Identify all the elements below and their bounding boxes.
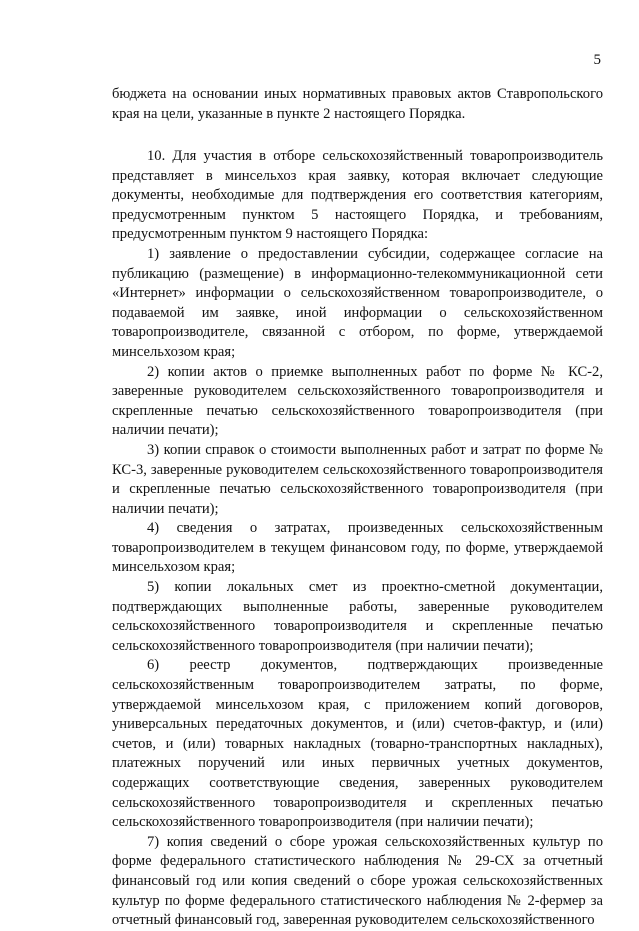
list-item-4: 4) сведения о затратах, произведенных сельскохозяйственным товаропроизводителем в текущем финансовом году, по форме, утверждаемой минсельхозом края; (112, 520, 603, 576)
list-item-6: 6) реестр документов, подтверждающих произведенные сельскохозяйственным товаропроизводителем затраты, по форме, утверждаемой минсельхозом края, с приложением копий договоров, универсальных передаточных документов, и (или) счетов-фактур, и (или) счетов, и (или) товарных накладных (товарно-транспортных накладных), платежных поручений или иных первичных учетных документов, содержащих соответствующие сведения, заверенных руководителем сельскохозяйственного товаропроизводителя и скрепленных печатью сельскохозяйственного товаропроизводителя (при наличии печати); (112, 657, 603, 831)
list-item-3: 3) копии справок о стоимости выполненных работ и затрат по форме № КС-3, заверенные руководителем сельскохозяйственного товаропроизводителя и скрепленные печатью сельскохозяйственного товаропроизводителя (при наличии печати); (112, 441, 603, 517)
list-item-2: 2) копии актов о приемке выполненных работ по форме № КС-2, заверенные руководителем сельскохозяйственного товаропроизводителя и скрепленные печатью сельскохозяйственного товаропроизводителя (при наличии печати); (112, 363, 603, 439)
section-10 (112, 147, 603, 931)
list-item-5: 5) копии локальных смет из проектно-сметной документации, подтверждающих выполненные работы, заверенные руководителем сельскохозяйственного товаропроизводителя и скрепленные печатью сельскохозяйственного товаропроизводителя (при наличии печати); (112, 579, 603, 654)
page-number: 5 (593, 52, 601, 68)
section-10-lead: 10. Для участия в отборе сельскохозяйственный товаропроизводитель представляет в минсельхоз края заявку, которая включает следующие документы, необходимые для подтверждения его соответствия категориям, предусмотренным пунктом 5 настоящего Порядка, и требованиям, предусмотренным пунктом 9 настоящего Порядка: (112, 148, 603, 243)
intro-paragraph-container (112, 85, 603, 124)
list-item-7: 7) копия сведений о сборе урожая сельскохозяйственных культур по форме федерального статистического наблюдения № 29-СХ за отчетный финансовый год или копия сведений о сборе урожая сельскохозяйственных культур по форме федерального статистического наблюдения № 2-фермер за отчетный финансовый год, заверенная руководителем сельскохозяйственного (112, 833, 603, 929)
intro-paragraph: бюджета на основании иных нормативных правовых актов Ставропольского края на цели, указанные в пункте 2 настоящего Порядка. (112, 86, 603, 122)
list-item-1: 1) заявление о предоставлении субсидии, содержащее согласие на публикацию (размещение) в информационно-телекоммуникационной сети «Интернет» информации о сельскохозяйственном товаропроизводителе, о подаваемой им заявке, иной информации о сельскохозяйственном товаропроизводителе, связанной с отбором, по форме, утверждаемой минсельхозом края; (112, 245, 603, 360)
